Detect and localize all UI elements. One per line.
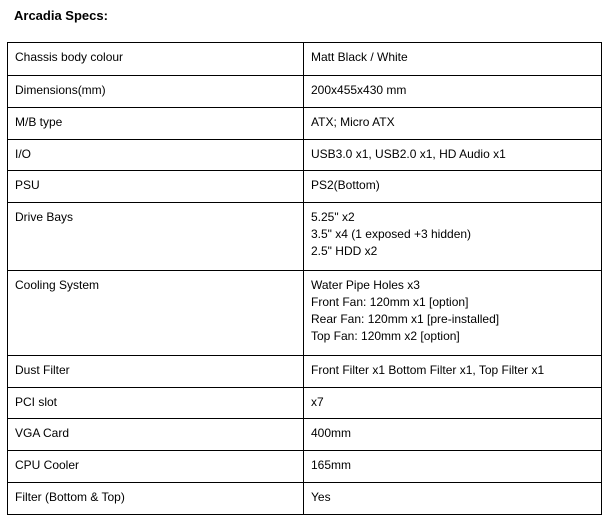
table-row: [8, 171, 602, 203]
spec-label: Dust Filter: [8, 356, 304, 388]
spec-label: M/B type: [8, 108, 304, 140]
table-row: [8, 140, 602, 171]
spec-value-line: Water Pipe Holes x3: [311, 278, 420, 292]
spec-label: PSU: [8, 171, 304, 203]
spec-value: 165mm: [304, 451, 602, 483]
spec-label: Chassis body colour: [8, 43, 304, 76]
spec-value-line: Front Fan: 120mm x1 [option]: [311, 295, 469, 309]
spec-value: Matt Black / White: [304, 43, 602, 76]
spec-value: Front Filter x1 Bottom Filter x1, Top Filter x1: [304, 356, 602, 388]
table-row: [8, 356, 602, 388]
spec-value: [304, 203, 602, 271]
spec-value-line: 2.5" HDD x2: [311, 244, 378, 258]
spec-label: PCI slot: [8, 388, 304, 419]
specs-table: [7, 42, 602, 515]
spec-value: [304, 271, 602, 356]
spec-label: Cooling System: [8, 271, 304, 356]
spec-value-line: 5.25" x2: [311, 210, 355, 224]
table-row: [8, 108, 602, 140]
table-row: [8, 483, 602, 515]
table-row: [8, 271, 602, 356]
spec-value: USB3.0 x1, USB2.0 x1, HD Audio x1: [304, 140, 602, 171]
spec-value: x7: [304, 388, 602, 419]
spec-label: VGA Card: [8, 419, 304, 451]
table-row: [8, 76, 602, 108]
spec-value: ATX; Micro ATX: [304, 108, 602, 140]
table-row: [8, 451, 602, 483]
table-row: [8, 203, 602, 271]
spec-value-line: Top Fan: 120mm x2 [option]: [311, 329, 460, 343]
table-row: [8, 419, 602, 451]
spec-label: Dimensions(mm): [8, 76, 304, 108]
page-title: Arcadia Specs:: [14, 8, 108, 23]
spec-value: 200x455x430 mm: [304, 76, 602, 108]
spec-label: Filter (Bottom & Top): [8, 483, 304, 515]
spec-label: I/O: [8, 140, 304, 171]
table-row: [8, 388, 602, 419]
spec-value: 400mm: [304, 419, 602, 451]
spec-value: Yes: [304, 483, 602, 515]
spec-value-line: Rear Fan: 120mm x1 [pre-installed]: [311, 312, 500, 326]
spec-value-line: 3.5" x4 (1 exposed +3 hidden): [311, 227, 472, 241]
table-row: [8, 43, 602, 76]
spec-value: PS2(Bottom): [304, 171, 602, 203]
spec-label: CPU Cooler: [8, 451, 304, 483]
spec-label: Drive Bays: [8, 203, 304, 271]
